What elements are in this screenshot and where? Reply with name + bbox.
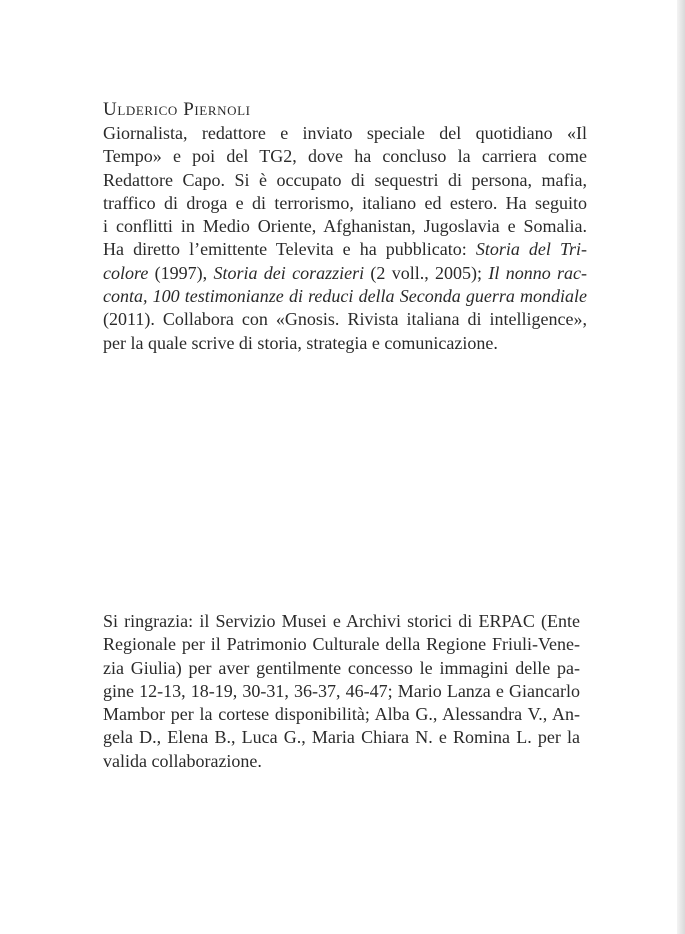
- acknowledgements: [103, 610, 580, 773]
- author-bio: [103, 98, 587, 355]
- bio-italic-title: Storia dei corazzieri: [213, 262, 365, 283]
- bio-text: (1997),: [148, 262, 214, 283]
- bio-italic-title: Il nonno rac-: [488, 262, 588, 283]
- bio-text: traffico di droga e di terrorismo, italiano ed estero. Ha seguito: [103, 192, 587, 213]
- bio-line: [103, 145, 587, 168]
- author-name: Ulderico Piernoli: [103, 99, 251, 120]
- acknowledgement-line: Regionale per il Patrimonio Culturale della Regione Friuli-Vene-: [103, 634, 580, 655]
- bio-text: (2011). Collabora con «Gnosis. Rivista italiana di intelligence»,: [103, 309, 587, 330]
- bio-text: Tempo» e poi del TG2, dove ha concluso la carriera come: [103, 146, 587, 167]
- bio-text: Redattore Capo. Si è occupato di sequestri di persona, mafia,: [103, 169, 587, 190]
- page-edge-shadow: [677, 0, 685, 934]
- bio-text: (2 voll., 2005);: [364, 262, 489, 283]
- bio-line: [103, 332, 587, 355]
- bio-line: [103, 169, 587, 192]
- bio-text: Giornalista, redattore e inviato speciale del quotidiano «Il: [103, 123, 587, 143]
- acknowledgement-line: Mambor per la cortese disponibilità; Alba G., Alessandra V., An-: [103, 704, 580, 725]
- acknowledgement-line: gela D., Elena B., Luca G., Maria Chiara N. e Romina L. per la: [103, 727, 580, 748]
- acknowledgement-line: zia Giulia) per aver gentilmente concesso le immagini delle pa-: [103, 657, 580, 678]
- bio-text: Ha diretto l’emittente Televita e ha pubblicato:: [103, 239, 476, 260]
- bio-line: [103, 215, 587, 238]
- author-bio-paragraph: [103, 122, 587, 355]
- bio-line: [103, 308, 587, 331]
- bio-line: [103, 192, 587, 215]
- bio-line: [103, 122, 587, 145]
- acknowledgements-paragraph: [103, 610, 580, 773]
- bio-line: [103, 285, 587, 308]
- bio-line: [103, 238, 587, 261]
- bio-line: [103, 262, 587, 285]
- acknowledgement-line: gine 12-13, 18-19, 30-31, 36-37, 46-47; Mario Lanza e Giancarlo: [103, 680, 580, 701]
- bio-italic-title: Storia del Tri-: [475, 239, 587, 260]
- acknowledgement-line: Si ringrazia: il Servizio Musei e Archivi storici di ERPAC (Ente: [103, 611, 580, 631]
- bio-italic-title: colore: [103, 262, 149, 283]
- bio-text: i conflitti in Medio Oriente, Afghanistan, Jugoslavia e Somalia.: [103, 216, 587, 237]
- acknowledgement-line: valida collaborazione.: [103, 750, 262, 771]
- bio-text: per la quale scrive di storia, strategia e comunicazione.: [103, 332, 498, 353]
- bio-italic-title: conta, 100 testimonianze di reduci della Seconda guerra mondiale: [103, 286, 587, 307]
